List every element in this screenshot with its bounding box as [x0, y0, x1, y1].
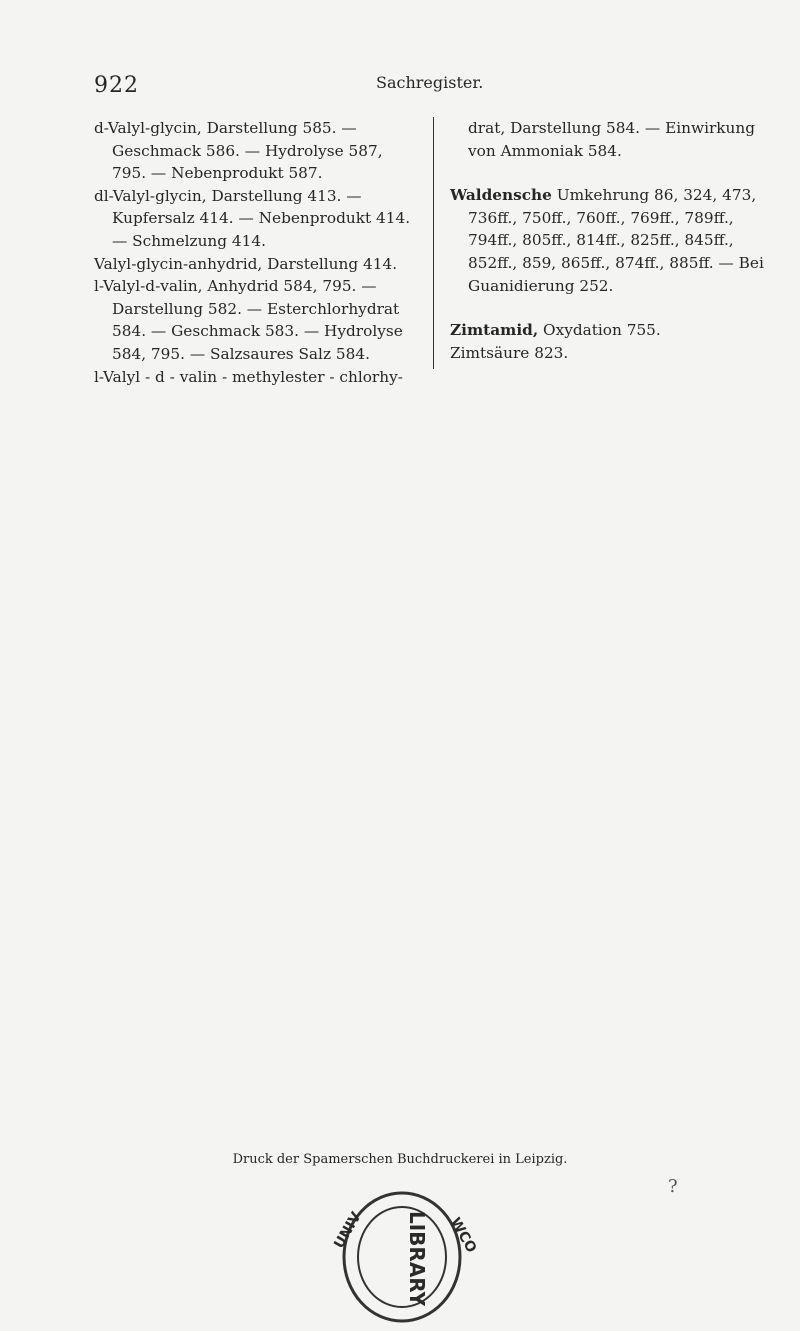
index-entry-text: Oxydation 755.	[538, 321, 661, 340]
svg-text:WCO: WCO	[446, 1215, 480, 1256]
index-entry-text: Umkehrung 86, 324, 473, 736ff., 750ff., 760ff., 769ff., 789ff., 794ff., 805ff., 814ff., 825ff., 845ff., 852ff., 859, 865ff., 874ff., 885ff. — Bei Guanidierung 252.	[468, 186, 764, 295]
index-entry: l-Valyl-d-valin, Anhydrid 584, 795. — Darstellung 582. — Esterchlorhydrat 584. — Geschmack 583. — Hydrolyse 584, 795. — Salzsaures Salz 584.	[94, 277, 403, 363]
svg-text:LIBRARY: LIBRARY	[405, 1211, 429, 1307]
index-entry-continuation: drat, Darstellung 584. — Einwirkung von Ammoniak 584.	[468, 119, 756, 160]
page-number: 922	[94, 73, 139, 98]
column-divider	[433, 117, 434, 369]
index-headword: Zimtamid,	[450, 321, 539, 340]
index-entry-zimtsaeure: Zimtsäure 823.	[450, 343, 569, 362]
index-entry: Valyl-glycin-anhydrid, Darstellung 414.	[94, 254, 398, 273]
index-column-left	[94, 117, 421, 388]
index-headword: Waldensche	[450, 186, 552, 205]
index-entry: l-Valyl - d - valin - methylester - chlorhy-	[94, 367, 403, 386]
index-entry: dl-Valyl-glycin, Darstellung 413. — Kupfersalz 414. — Nebenprodukt 414. — Schmelzung 414.	[94, 186, 411, 250]
margin-mark: ?	[668, 1176, 678, 1197]
library-stamp-icon	[331, 1185, 480, 1325]
index-entry: d-Valyl-glycin, Darstellung 585. — Geschmack 586. — Hydrolyse 587, 795. — Nebenprodukt 587.	[94, 119, 383, 183]
running-head: Sachregister.	[376, 73, 484, 92]
index-column-right	[450, 117, 770, 364]
index-entry-waldensche	[450, 184, 770, 297]
index-entry-zimtamid	[450, 319, 770, 342]
svg-text:UNIV: UNIV	[331, 1209, 365, 1252]
printer-imprint: Druck der Spamerschen Buchdruckerei in Leipzig.	[232, 1152, 568, 1167]
